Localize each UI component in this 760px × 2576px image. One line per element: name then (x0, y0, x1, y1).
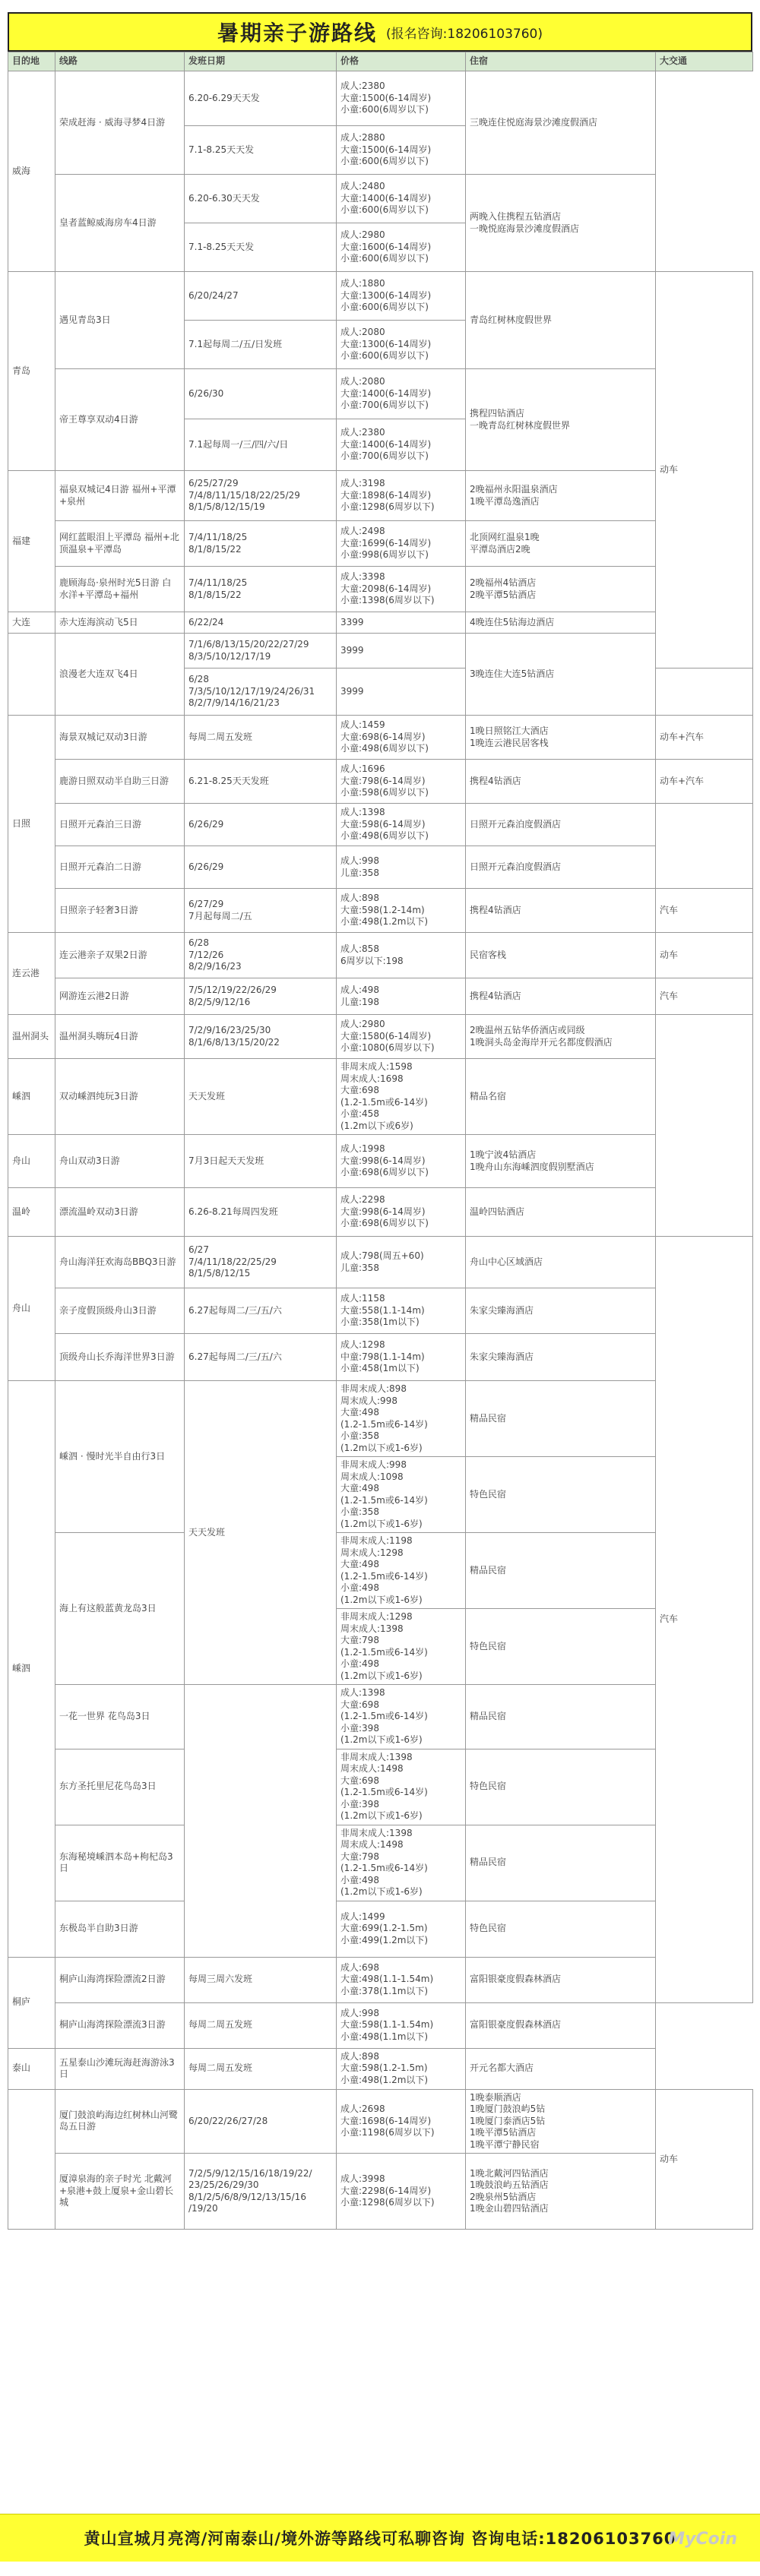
route-cell: 日照亲子轻奢3日游 (55, 889, 185, 933)
itinerary-sheet (8, 12, 752, 2230)
table-row (8, 716, 753, 760)
dates-cell: 7月3日起天天发班 (185, 1135, 337, 1188)
transport-cell: 汽车 (656, 889, 753, 933)
dates-cell: 7.1起每周一/三/四/六/日 (185, 419, 337, 471)
price-cell: 非周末成人:1298 周末成人:1398 大童:798 (1.2-1.5m或6-14岁) 小童:498 (1.2m以下或1-6岁) (337, 1609, 466, 1685)
table-row (8, 175, 753, 223)
hotel-cell: 携程4钻酒店 (466, 889, 656, 933)
table-row (8, 1901, 753, 1957)
price-cell: 非周末成人:1398 周末成人:1498 大童:798 (1.2-1.5m或6-14岁) 小童:498 (1.2m以下或1-6岁) (337, 1825, 466, 1901)
transport-cell (656, 1015, 753, 1237)
route-cell: 网红蓝眼泪上平潭岛 福州+北顶温泉+平潭岛 (55, 521, 185, 567)
route-cell: 双动嵊泗纯玩3日游 (55, 1059, 185, 1135)
hotel-cell: 精品名宿 (466, 1059, 656, 1135)
table-row (8, 846, 753, 889)
route-cell: 舟山双动3日游 (55, 1135, 185, 1188)
route-cell: 厦漳泉海的亲子时光 北戴河+泉港+鼓上厦泉+金山碧长城 (55, 2154, 185, 2230)
table-header-row (8, 52, 753, 71)
route-cell: 鹿顾海岛·泉州时光5日游 白水洋+平潭岛+福州 (55, 567, 185, 612)
price-cell: 成人:2498 大童:1699(6-14周岁) 小童:998(6周岁以下) (337, 521, 466, 567)
route-cell: 皇者蓝鲸威海房车4日游 (55, 175, 185, 272)
table-row (8, 567, 753, 612)
hotel-cell: 精品民宿 (466, 1381, 656, 1457)
table-row (8, 978, 753, 1015)
price-cell: 成人:1998 大童:998(6-14周岁) 小童:698(6周岁以下) (337, 1135, 466, 1188)
dates-cell: 7/2/5/9/12/15/16/18/19/22/ 23/25/26/29/30 8/1/2/5/6/8/9/12/13/15/16 /19/20 (185, 2154, 337, 2230)
hotel-cell: 朱家尖臻海酒店 (466, 1334, 656, 1381)
dates-cell: 6.21-8.25天天发班 (185, 760, 337, 804)
table-row (8, 471, 753, 521)
destination-cell (8, 2089, 55, 2230)
dates-cell: 天天发班 (185, 1059, 337, 1135)
page-title: 暑期亲子游路线 (217, 21, 378, 46)
destination-cell: 桐庐 (8, 1957, 55, 2048)
transport-cell (656, 804, 753, 889)
hotel-cell: 特色民宿 (466, 1609, 656, 1685)
hotel-cell: 青岛红树林度假世界 (466, 272, 656, 369)
price-cell: 成人:1298 中童:798(1.1-14m) 小童:458(1m以下) (337, 1334, 466, 1381)
route-cell: 海上有这般蓝黄龙岛3日 (55, 1533, 185, 1685)
transport-cell: 动车 (656, 2089, 753, 2230)
hotel-cell: 民宿客栈 (466, 933, 656, 978)
table-row (8, 1381, 753, 1457)
destination-cell: 泰山 (8, 2048, 55, 2089)
watermark: MyCoin (668, 2530, 737, 2549)
route-cell: 温州洞头嗨玩4日游 (55, 1015, 185, 1059)
dates-cell: 每周二周五发班 (185, 2048, 337, 2089)
table-row (8, 2089, 753, 2154)
hotel-cell: 携程四钻酒店 一晚青岛红树林度假世界 (466, 369, 656, 471)
price-cell: 成人:1398 大童:698 (1.2-1.5m或6-14岁) 小童:398 (1.2m以下或1-6岁) (337, 1685, 466, 1749)
dates-cell: 7/2/9/16/23/25/30 8/1/6/8/13/15/20/22 (185, 1015, 337, 1059)
dates-cell: 7/1/6/8/13/15/20/22/27/29 8/3/5/10/12/17/19 (185, 634, 337, 668)
destination-cell: 连云港 (8, 933, 55, 1015)
table-row (8, 1059, 753, 1135)
table-row (8, 1533, 753, 1609)
table-row (8, 634, 753, 668)
price-cell: 成人:1459 大童:698(6-14周岁) 小童:498(6周岁以下) (337, 716, 466, 760)
transport-cell: 动车 (656, 933, 753, 978)
destination-cell: 日照 (8, 716, 55, 933)
table-body (8, 71, 753, 2230)
footer-banner (0, 2514, 760, 2562)
price-cell: 成人:2698 大童:1698(6-14周岁) 小童:1198(6周岁以下) (337, 2089, 466, 2154)
transport-cell: 动车+汽车 (656, 716, 753, 760)
route-cell: 日照开元森泊三日游 (55, 804, 185, 846)
transport-cell: 动车+汽车 (656, 760, 753, 804)
hotel-cell: 1晚泰顺酒店 1晚厦门鼓浪屿5钻 1晚厦门泰酒店5钻 1晚平潭5钻酒店 1晚平潭宁静民宿 (466, 2089, 656, 2154)
dates-cell: 6.27起每周二/三/五/六 (185, 1334, 337, 1381)
hotel-cell: 2晚福州4钻酒店 2晚平潭5钻酒店 (466, 567, 656, 612)
table-row (8, 1685, 753, 1749)
price-cell: 成人:2480 大童:1400(6-14周岁) 小童:600(6周岁以下) (337, 175, 466, 223)
route-cell: 赤大连海滨动飞5日 (55, 612, 185, 634)
hotel-cell: 1晚日照铭江大酒店 1晚连云港民居客栈 (466, 716, 656, 760)
dates-cell: 6/26/29 (185, 804, 337, 846)
table-row (8, 1237, 753, 1288)
dates-cell: 7/5/12/19/22/26/29 8/2/5/9/12/16 (185, 978, 337, 1015)
table-row (8, 804, 753, 846)
table-row (8, 1957, 753, 2002)
table-row (8, 889, 753, 933)
route-cell: 遇见青岛3日 (55, 272, 185, 369)
hotel-cell: 1晚宁波4钻酒店 1晚舟山东海嵊泗度假别墅酒店 (466, 1135, 656, 1188)
route-cell: 漂流温岭双动3日游 (55, 1188, 185, 1237)
route-cell: 浪漫老大连双飞4日 (55, 634, 185, 716)
table-row (8, 1334, 753, 1381)
route-cell: 亲子度假顶级舟山3日游 (55, 1288, 185, 1334)
route-cell: 舟山海洋狂欢海岛BBQ3日游 (55, 1237, 185, 1288)
price-cell: 成人:898 大童:598(1.2-14m) 小童:498(1.2m以下) (337, 889, 466, 933)
price-cell: 成人:1499 大童:699(1.2-1.5m) 小童:499(1.2m以下) (337, 1901, 466, 1957)
hotel-cell: 两晚入住携程五钻酒店 一晚悦庭海景沙滩度假酒店 (466, 175, 656, 272)
price-cell: 成人:2380 大童:1400(6-14周岁) 小童:700(6周岁以下) (337, 419, 466, 471)
price-cell: 成人:798(周五+60) 儿童:358 (337, 1237, 466, 1288)
route-cell: 一花一世界 花鸟岛3日 (55, 1685, 185, 1749)
dates-cell: 6/27 7/4/11/18/22/25/29 8/1/5/8/12/15 (185, 1237, 337, 1288)
dates-cell: 7/4/11/18/25 8/1/8/15/22 (185, 567, 337, 612)
route-cell: 桐庐山海湾探险漂流3日游 (55, 2002, 185, 2048)
table-row (8, 760, 753, 804)
price-cell: 成人:898 大童:598(1.2-1.5m) 小童:498(1.2m以下) (337, 2048, 466, 2089)
dates-cell: 6/22/24 (185, 612, 337, 634)
hotel-cell: 日照开元森泊度假酒店 (466, 846, 656, 889)
hotel-cell: 温岭四钻酒店 (466, 1188, 656, 1237)
destination-cell: 大连 (8, 612, 55, 634)
table-row (8, 272, 753, 321)
dates-cell: 7.1-8.25天天发 (185, 223, 337, 272)
transport-cell: 汽车 (656, 1237, 753, 2003)
price-cell: 成人:2080 大童:1400(6-14周岁) 小童:700(6周岁以下) (337, 369, 466, 419)
table-row (8, 2002, 753, 2048)
price-cell: 成人:2980 大童:1580(6-14周岁) 小童:1080(6周岁以下) (337, 1015, 466, 1059)
dates-cell: 6/26/29 (185, 846, 337, 889)
hotel-cell: 日照开元森泊度假酒店 (466, 804, 656, 846)
route-cell: 桐庐山海湾探险漂流2日游 (55, 1957, 185, 2002)
hotel-cell: 特色民宿 (466, 1457, 656, 1533)
table-row (8, 71, 753, 126)
hotel-cell: 精品民宿 (466, 1825, 656, 1901)
table-row (8, 612, 753, 634)
route-cell: 荣成赶海 · 威海寻梦4日游 (55, 71, 185, 175)
route-cell: 东极岛半自助3日游 (55, 1901, 185, 1957)
price-cell: 成人:1398 大童:598(6-14周岁) 小童:498(6周岁以下) (337, 804, 466, 846)
table-row (8, 933, 753, 978)
destination-cell: 青岛 (8, 272, 55, 471)
hotel-cell: 富阳银豪度假森林酒店 (466, 1957, 656, 2002)
price-cell: 成人:1880 大童:1300(6-14周岁) 小童:600(6周岁以下) (337, 272, 466, 321)
route-cell: 东海秘境嵊泗本岛+枸杞岛3日 (55, 1825, 185, 1901)
price-cell: 成人:2380 大童:1500(6-14周岁) 小童:600(6周岁以下) (337, 71, 466, 126)
dates-cell: 6.26-8.21每周四发班 (185, 1188, 337, 1237)
hotel-cell: 北顶网红温泉1晚 平潭岛酒店2晚 (466, 521, 656, 567)
dates-cell: 6/25/27/29 7/4/8/11/15/18/22/25/29 8/1/5/8/12/15/19 (185, 471, 337, 521)
dates-cell (185, 1685, 337, 1958)
col-price: 价格 (337, 52, 466, 71)
hotel-cell: 携程4钻酒店 (466, 760, 656, 804)
route-cell: 帝王尊享双动4日游 (55, 369, 185, 471)
hotel-cell: 富阳银豪度假森林酒店 (466, 2002, 656, 2048)
price-cell: 成人:3998 大童:2298(6-14周岁) 小童:1298(6周岁以下) (337, 2154, 466, 2230)
col-destination: 目的地 (8, 52, 55, 71)
price-cell: 成人:1158 大童:558(1.1-14m) 小童:358(1m以下) (337, 1288, 466, 1334)
table-row (8, 1749, 753, 1825)
dates-cell: 6/20/22/26/27/28 (185, 2089, 337, 2154)
route-cell: 五星泰山沙滩玩海赶海游泳3日 (55, 2048, 185, 2089)
table-row (8, 2154, 753, 2230)
dates-cell: 6.20-6.30天天发 (185, 175, 337, 223)
col-route: 线路 (55, 52, 185, 71)
route-cell: 福泉双城记4日游 福州+平潭+泉州 (55, 471, 185, 521)
destination-cell: 嵊泗 (8, 1381, 55, 1958)
price-cell: 成人:2080 大童:1300(6-14周岁) 小童:600(6周岁以下) (337, 321, 466, 369)
page-title-bar (8, 12, 752, 52)
dates-cell: 7.1起每周二/五/日发班 (185, 321, 337, 369)
destination-cell: 温岭 (8, 1188, 55, 1237)
col-transport: 大交通 (656, 52, 753, 71)
dates-cell: 每周三周六发班 (185, 1957, 337, 2002)
destination-cell: 舟山 (8, 1237, 55, 1381)
route-cell: 连云港亲子双果2日游 (55, 933, 185, 978)
price-cell: 非周末成人:1398 周末成人:1498 大童:698 (1.2-1.5m或6-14岁) 小童:398 (1.2m以下或1-6岁) (337, 1749, 466, 1825)
route-cell: 网游连云港2日游 (55, 978, 185, 1015)
col-hotel: 住宿 (466, 52, 656, 71)
col-dates: 发班日期 (185, 52, 337, 71)
hotel-cell: 精品民宿 (466, 1533, 656, 1609)
destination-cell: 温州洞头 (8, 1015, 55, 1059)
dates-cell: 7/4/11/18/25 8/1/8/15/22 (185, 521, 337, 567)
dates-cell: 6/20/24/27 (185, 272, 337, 321)
price-cell: 成人:1696 大童:798(6-14周岁) 小童:598(6周岁以下) (337, 760, 466, 804)
dates-cell: 每周二周五发班 (185, 716, 337, 760)
price-cell: 非周末成人:1598 周末成人:1698 大童:698 (1.2-1.5m或6-14岁) 小童:458 (1.2m以下或6岁) (337, 1059, 466, 1135)
hotel-cell: 朱家尖臻海酒店 (466, 1288, 656, 1334)
price-cell: 成人:3398 大童:2098(6-14周岁) 小童:1398(6周岁以下) (337, 567, 466, 612)
price-cell: 3999 (337, 634, 466, 668)
route-cell: 日照开元森泊二日游 (55, 846, 185, 889)
hotel-cell: 携程4钻酒店 (466, 978, 656, 1015)
hotel-cell: 三晚连住悦庭海景沙滩度假酒店 (466, 71, 656, 175)
price-cell: 成人:858 6周岁以下:198 (337, 933, 466, 978)
route-cell: 东方圣托里尼花鸟岛3日 (55, 1749, 185, 1825)
dates-cell: 天天发班 (185, 1381, 337, 1685)
dates-cell: 7.1-8.25天天发 (185, 126, 337, 175)
hotel-cell: 4晚连住5钻海边酒店 (466, 612, 656, 634)
dates-cell: 6/28 7/3/5/10/12/17/19/24/26/31 8/2/7/9/14/16/21/23 (185, 668, 337, 716)
footer-text: 黄山宣城月亮湾/河南泰山/境外游等路线可私聊咨询 咨询电话:18206103760 (84, 2530, 676, 2548)
dates-cell: 6.27起每周二/三/五/六 (185, 1288, 337, 1334)
table-row (8, 1135, 753, 1188)
table-row (8, 1825, 753, 1901)
dates-cell: 6.20-6.29天天发 (185, 71, 337, 126)
price-cell: 成人:2880 大童:1500(6-14周岁) 小童:600(6周岁以下) (337, 126, 466, 175)
price-cell: 3399 (337, 612, 466, 634)
destination-cell: 福建 (8, 471, 55, 612)
route-cell: 海景双城记双动3日游 (55, 716, 185, 760)
destination-cell: 舟山 (8, 1135, 55, 1188)
hotel-cell: 3晚连住大连5钻酒店 (466, 634, 656, 716)
price-cell: 成人:998 儿童:358 (337, 846, 466, 889)
itinerary-table (8, 52, 753, 2230)
dates-cell: 每周二周五发班 (185, 2002, 337, 2048)
table-row (8, 1188, 753, 1237)
price-cell: 非周末成人:898 周末成人:998 大童:498 (1.2-1.5m或6-14岁) 小童:358 (1.2m以下或1-6岁) (337, 1381, 466, 1457)
dates-cell: 6/28 7/12/26 8/2/9/16/23 (185, 933, 337, 978)
hotel-cell: 特色民宿 (466, 1749, 656, 1825)
route-cell: 嵊泗 · 慢时光半自由行3日 (55, 1381, 185, 1533)
hotel-cell: 2晚福州永阳温泉酒店 1晚平潭岛逸酒店 (466, 471, 656, 521)
table-row (8, 1288, 753, 1334)
dates-cell: 6/27/29 7月起每周二/五 (185, 889, 337, 933)
hotel-cell: 开元名都大酒店 (466, 2048, 656, 2089)
price-cell: 成人:2980 大童:1600(6-14周岁) 小童:600(6周岁以下) (337, 223, 466, 272)
price-cell: 非周末成人:1198 周末成人:1298 大童:498 (1.2-1.5m或6-14岁) 小童:498 (1.2m以下或1-6岁) (337, 1533, 466, 1609)
price-cell: 非周末成人:998 周末成人:1098 大童:498 (1.2-1.5m或6-14岁) 小童:358 (1.2m以下或1-6岁) (337, 1457, 466, 1533)
hotel-cell: 舟山中心区域酒店 (466, 1237, 656, 1288)
route-cell: 厦门鼓浪屿海边红树林山河鹭岛五日游 (55, 2089, 185, 2154)
transport-cell: 动车 (656, 272, 753, 668)
price-cell: 成人:2298 大童:998(6-14周岁) 小童:698(6周岁以下) (337, 1188, 466, 1237)
destination-cell: 威海 (8, 71, 55, 272)
table-row (8, 2048, 753, 2089)
destination-cell (8, 634, 55, 716)
contact-info: (报名咨询:18206103760) (386, 26, 543, 42)
price-cell: 成人:998 大童:598(1.1-1.54m) 小童:498(1.1m以下) (337, 2002, 466, 2048)
price-cell: 成人:3198 大童:1898(6-14周岁) 小童:1298(6周岁以下) (337, 471, 466, 521)
hotel-cell: 1晚北戴河四钻酒店 1晚鼓浪屿五钻酒店 2晚泉州5钻酒店 1晚金山碧四钻酒店 (466, 2154, 656, 2230)
hotel-cell: 精品民宿 (466, 1685, 656, 1749)
hotel-cell: 特色民宿 (466, 1901, 656, 1957)
route-cell: 顶级舟山长乔海洋世界3日游 (55, 1334, 185, 1381)
price-cell: 3999 (337, 668, 466, 716)
hotel-cell: 2晚温州五钻华侨酒店或同级 1晚洞头岛金海岸开元名都度假酒店 (466, 1015, 656, 1059)
table-row (8, 1015, 753, 1059)
price-cell: 成人:498 儿童:198 (337, 978, 466, 1015)
route-cell: 鹿游日照双动半自助三日游 (55, 760, 185, 804)
table-row (8, 369, 753, 419)
destination-cell: 嵊泗 (8, 1059, 55, 1135)
transport-cell: 汽车 (656, 978, 753, 1015)
dates-cell: 6/26/30 (185, 369, 337, 419)
table-row (8, 521, 753, 567)
price-cell: 成人:698 大童:498(1.1-1.54m) 小童:378(1.1m以下) (337, 1957, 466, 2002)
